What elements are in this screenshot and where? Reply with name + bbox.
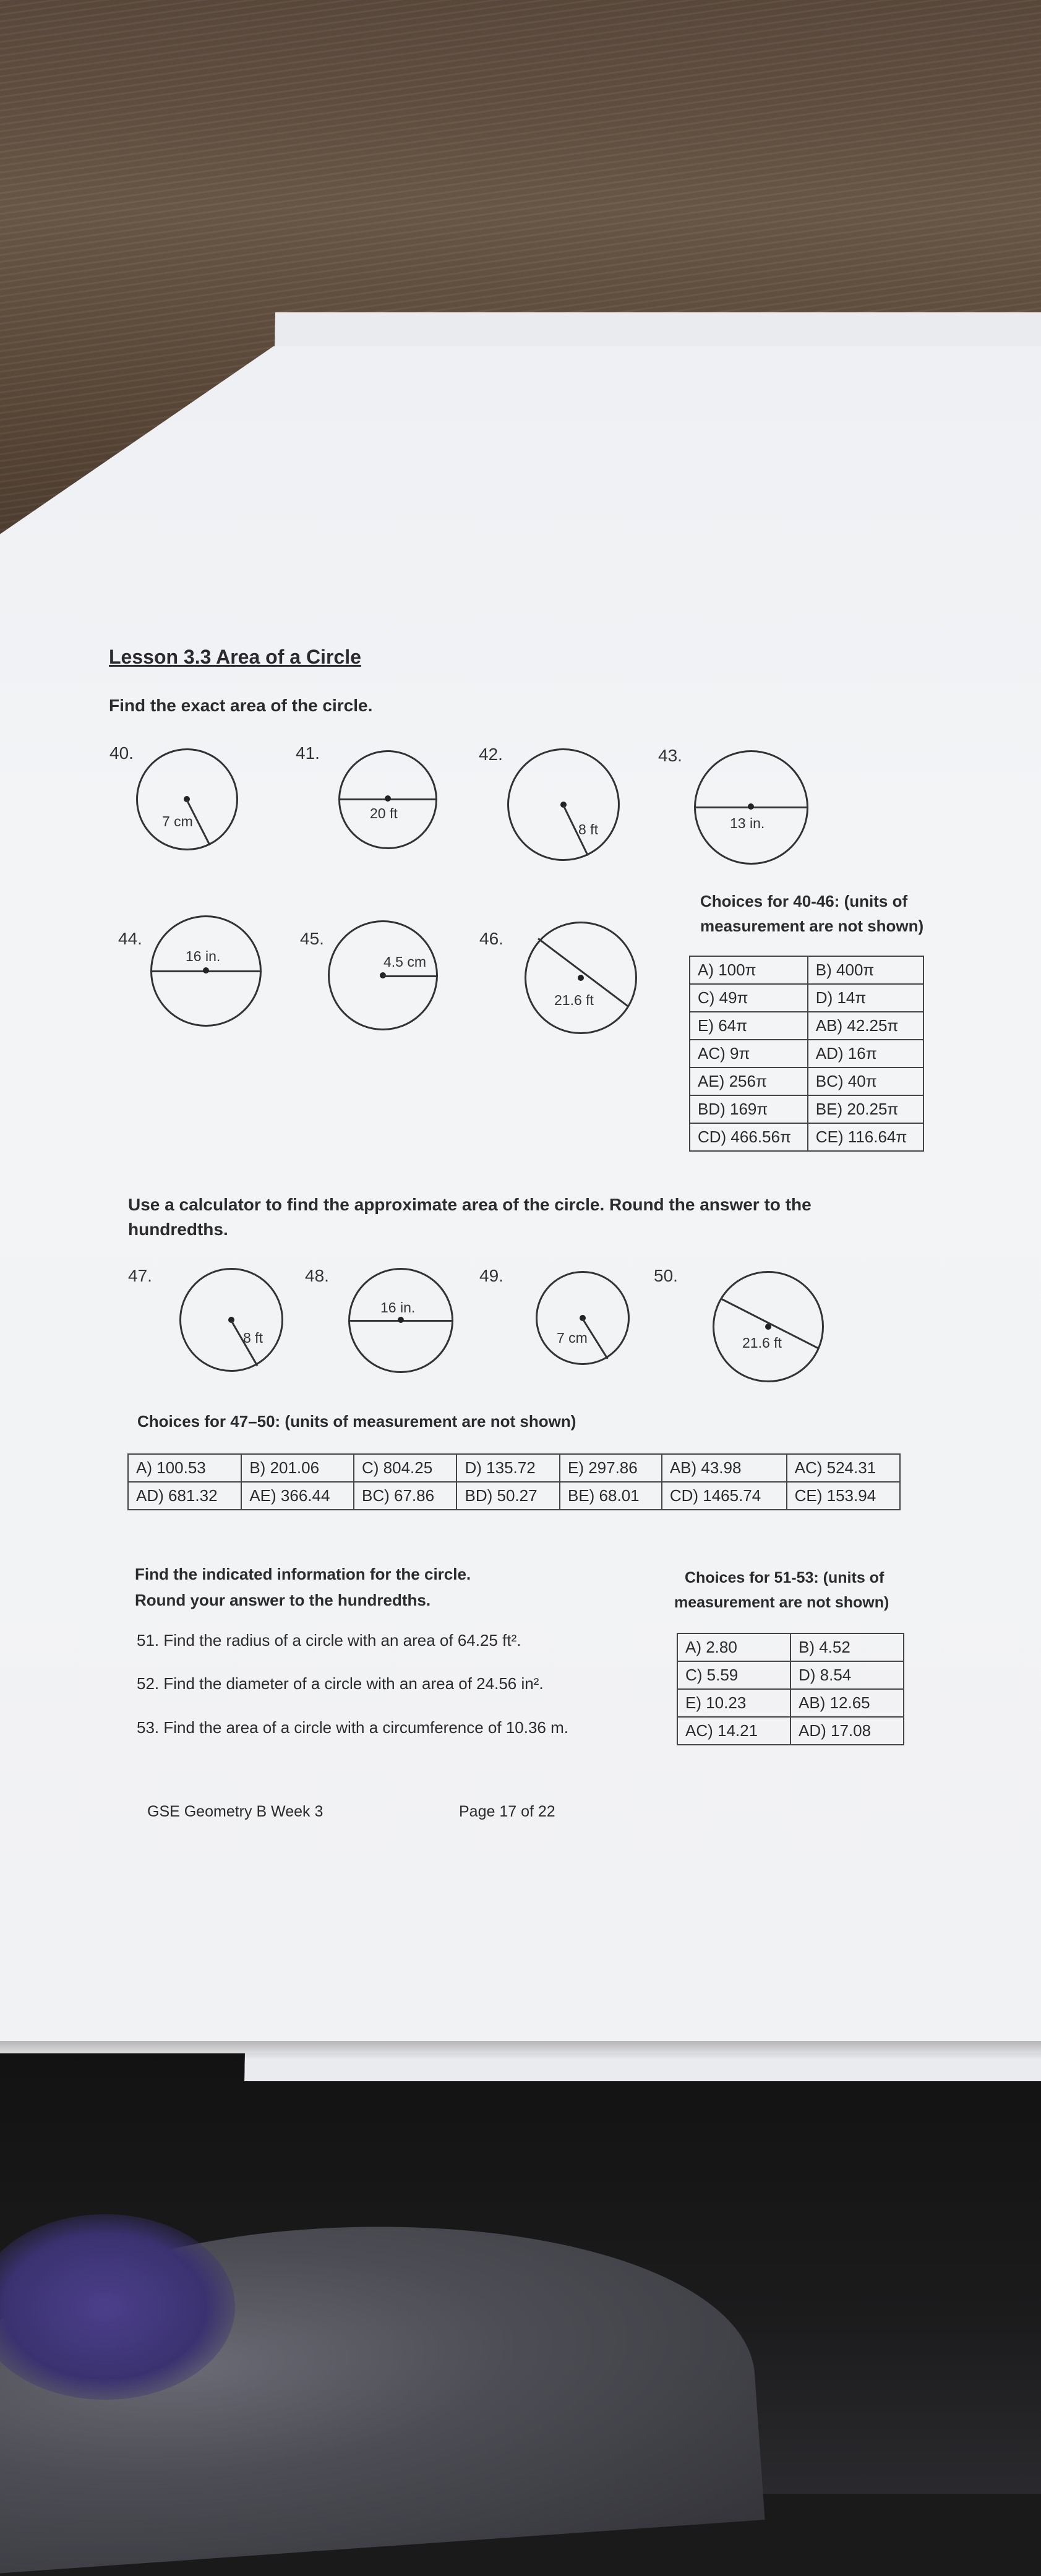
question-51: 51. Find the radius of a circle with an area of 64.25 ft². — [137, 1631, 521, 1650]
problem-number-48: 48. — [305, 1266, 329, 1285]
choice-cell: D) 14π — [808, 984, 923, 1012]
choice-row — [690, 956, 923, 984]
choice-cell: C) 5.59 — [677, 1661, 790, 1689]
choice-cell: AC) 14.21 — [677, 1717, 790, 1745]
choice-cell: AB) 12.65 — [790, 1689, 904, 1717]
circle-label-47: 8 ft — [243, 1330, 263, 1346]
question-52: 52. Find the diameter of a circle with an area of 24.56 in². — [137, 1674, 544, 1693]
problem-number-45: 45. — [300, 929, 324, 948]
circle-label-50: 21.6 ft — [742, 1335, 782, 1351]
center-dot-48 — [398, 1317, 404, 1323]
problem-number-50: 50. — [654, 1266, 678, 1285]
choice-cell: CE) 153.94 — [787, 1482, 900, 1510]
center-dot-44 — [203, 967, 209, 973]
choice-cell: AC) 524.31 — [787, 1454, 900, 1482]
choice-cell: CE) 116.64π — [808, 1123, 923, 1151]
choice-row — [690, 1095, 923, 1123]
problem-number-44: 44. — [118, 929, 142, 948]
choice-row — [677, 1689, 904, 1717]
footer-course: GSE Geometry B Week 3 — [147, 1803, 323, 1820]
problem-number-42: 42. — [479, 745, 503, 764]
problem-number-41: 41. — [296, 743, 320, 763]
circle-label-49: 7 cm — [557, 1330, 588, 1346]
choice-cell: AD) 17.08 — [790, 1717, 904, 1745]
choice-row — [128, 1482, 900, 1510]
indicated-instructions-line2: Round your answer to the hundredths. — [135, 1591, 431, 1609]
choices-51-53-title-line2: measurement are not shown) — [674, 1594, 889, 1611]
choice-cell: AD) 681.32 — [128, 1482, 241, 1510]
choice-row — [128, 1454, 900, 1482]
choice-cell: BD) 50.27 — [456, 1482, 560, 1510]
footer-page: Page 17 of 22 — [459, 1803, 555, 1820]
center-dot-43 — [748, 803, 754, 810]
choice-row — [690, 1123, 923, 1151]
choice-row — [677, 1633, 904, 1661]
choice-row — [690, 1068, 923, 1095]
choice-cell: A) 2.80 — [677, 1633, 790, 1661]
choice-cell: E) 10.23 — [677, 1689, 790, 1717]
choice-cell: D) 135.72 — [456, 1454, 560, 1482]
indicated-instructions-line1: Find the indicated information for the circle. — [135, 1565, 471, 1583]
choice-cell: AB) 42.25π — [808, 1012, 923, 1040]
choice-cell: AE) 256π — [690, 1068, 808, 1095]
choice-cell: AC) 9π — [690, 1040, 808, 1068]
choices-51-53-title-line1: Choices for 51-53: (units of — [685, 1569, 885, 1586]
problem-number-49: 49. — [479, 1266, 503, 1285]
choice-cell: AE) 366.44 — [241, 1482, 354, 1510]
instructions-approx-line2: hundredths. — [128, 1220, 228, 1239]
problem-number-46: 46. — [479, 929, 503, 948]
choice-cell: A) 100π — [690, 956, 808, 984]
center-dot-46 — [578, 975, 584, 981]
choice-cell: B) 201.06 — [241, 1454, 354, 1482]
radius-line-45 — [383, 975, 438, 977]
choice-cell: BE) 68.01 — [560, 1482, 662, 1510]
choice-cell: C) 804.25 — [354, 1454, 457, 1482]
choice-cell: BE) 20.25π — [808, 1095, 923, 1123]
choice-cell: BC) 67.86 — [354, 1482, 457, 1510]
choice-cell: E) 297.86 — [560, 1454, 662, 1482]
choice-cell: CD) 1465.74 — [662, 1482, 787, 1510]
choice-row — [690, 1012, 923, 1040]
circle-label-42: 8 ft — [578, 821, 598, 837]
circle-label-43: 13 in. — [730, 815, 765, 831]
instructions-exact: Find the exact area of the circle. — [109, 696, 373, 715]
choice-row — [677, 1717, 904, 1745]
circle-label-44: 16 in. — [186, 948, 221, 964]
problem-number-47: 47. — [128, 1266, 152, 1285]
choices-47-50-table — [127, 1453, 901, 1510]
choice-cell: B) 4.52 — [790, 1633, 904, 1661]
choice-cell: AB) 43.98 — [662, 1454, 787, 1482]
problem-number-40: 40. — [109, 743, 134, 763]
lesson-title: Lesson 3.3 Area of a Circle — [109, 646, 361, 668]
question-53: 53. Find the area of a circle with a circumference of 10.36 m. — [137, 1718, 569, 1737]
instructions-approx-line1: Use a calculator to find the approximate area of the circle. Round the answer to the — [128, 1195, 812, 1214]
choice-cell: A) 100.53 — [128, 1454, 241, 1482]
choice-cell: E) 64π — [690, 1012, 808, 1040]
circle-label-41: 20 ft — [370, 805, 398, 821]
choices-40-46-title-line1: Choices for 40-46: (units of — [700, 892, 908, 910]
choice-cell: BD) 169π — [690, 1095, 808, 1123]
choices-51-53-table — [677, 1633, 904, 1745]
choices-40-46-table — [689, 956, 924, 1152]
choice-cell: CD) 466.56π — [690, 1123, 808, 1151]
choices-47-50-title: Choices for 47–50: (units of measurement are not shown) — [137, 1412, 576, 1431]
circle-label-48: 16 in. — [380, 1299, 416, 1316]
circle-label-40: 7 cm — [162, 813, 193, 829]
choice-cell: BC) 40π — [808, 1068, 923, 1095]
problem-number-43: 43. — [658, 746, 682, 765]
choice-row — [690, 1040, 923, 1068]
center-dot-41 — [385, 795, 391, 802]
choice-cell: C) 49π — [690, 984, 808, 1012]
paper-edge-shadow — [0, 2041, 1041, 2060]
circle-label-45: 4.5 cm — [383, 954, 427, 970]
circle-label-46: 21.6 ft — [554, 992, 594, 1008]
choices-40-46-title-line2: measurement are not shown) — [700, 917, 924, 935]
choice-row — [690, 984, 923, 1012]
choice-cell: AD) 16π — [808, 1040, 923, 1068]
choice-cell: B) 400π — [808, 956, 923, 984]
choice-cell: D) 8.54 — [790, 1661, 904, 1689]
choice-row — [677, 1661, 904, 1689]
